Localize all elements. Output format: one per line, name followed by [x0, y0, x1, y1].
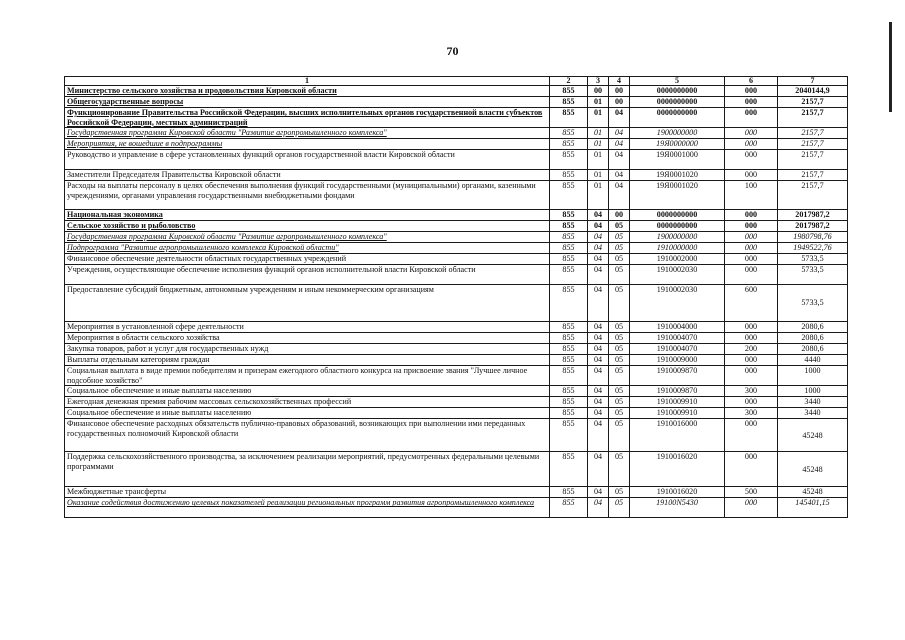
subsection-code-cell: 01	[588, 108, 609, 128]
row-name-cell: Социальное обеспечение и иные выплаты населению	[65, 408, 550, 419]
table-row	[65, 285, 848, 322]
subsection2-code-cell: 00	[609, 210, 630, 221]
amount-cell: 2080,6	[778, 322, 848, 333]
section-code-cell: 855	[550, 210, 588, 221]
table-row	[65, 322, 848, 333]
row-name-cell: Финансовое обеспечение деятельности областных государственных учреждений	[65, 254, 550, 265]
subsection-code-cell: 04	[588, 487, 609, 498]
expense-type-cell: 000	[725, 498, 778, 518]
amount-cell: 2157,7	[778, 139, 848, 150]
table-row	[65, 408, 848, 419]
subsection2-code-cell: 05	[609, 333, 630, 344]
table-row	[65, 254, 848, 265]
expense-type-cell: 000	[725, 210, 778, 221]
section-code-cell: 855	[550, 452, 588, 487]
row-name-cell: Расходы на выплаты персоналу в целях обеспечения выполнения функций государственными (муниципальными) органами, казенными учреждениями, органами управления государственными внебюджетными фондами	[65, 181, 550, 210]
subsection-code-cell: 04	[588, 232, 609, 243]
subsection2-code-cell: 04	[609, 139, 630, 150]
table-row	[65, 97, 848, 108]
expense-type-cell: 000	[725, 150, 778, 170]
target-article-cell: 19Я0001020	[630, 170, 725, 181]
table-row	[65, 355, 848, 366]
table-row	[65, 221, 848, 232]
target-article-cell: 19Я0001000	[630, 150, 725, 170]
subsection-code-cell: 04	[588, 419, 609, 452]
row-name-cell: Руководство и управление в сфере установленных функций органов государственной власти Кировской области	[65, 150, 550, 170]
amount-cell: 2157,7	[778, 150, 848, 170]
amount-cell: 3440	[778, 408, 848, 419]
table-row	[65, 108, 848, 128]
row-name-cell: Государственная программа Кировской области "Развитие агропромышленного комплекса"	[65, 232, 550, 243]
expense-type-cell: 500	[725, 487, 778, 498]
target-article-cell: 1900000000	[630, 232, 725, 243]
subsection-code-cell: 04	[588, 210, 609, 221]
expense-type-cell: 000	[725, 254, 778, 265]
subsection2-code-cell: 04	[609, 108, 630, 128]
subsection2-code-cell: 05	[609, 344, 630, 355]
col-header-6: 6	[725, 77, 778, 86]
subsection-code-cell: 04	[588, 221, 609, 232]
amount-cell: 4440	[778, 355, 848, 366]
subsection2-code-cell: 05	[609, 232, 630, 243]
subsection2-code-cell: 05	[609, 397, 630, 408]
amount-cell: 5733,5	[778, 265, 848, 285]
col-header-1: 1	[65, 77, 550, 86]
section-code-cell: 855	[550, 498, 588, 518]
row-name-cell: Мероприятия в области сельского хозяйства	[65, 333, 550, 344]
table-row	[65, 128, 848, 139]
col-header-7: 7	[778, 77, 848, 86]
scan-edge-line	[889, 22, 892, 112]
subsection-code-cell: 04	[588, 498, 609, 518]
table-body	[65, 86, 848, 518]
amount-cell: 145401,15	[778, 498, 848, 518]
subsection-code-cell: 01	[588, 97, 609, 108]
subsection-code-cell: 04	[588, 285, 609, 322]
table-row	[65, 419, 848, 452]
amount-cell: 3440	[778, 397, 848, 408]
amount-cell: 45248	[778, 419, 848, 452]
expense-type-cell: 000	[725, 128, 778, 139]
page-number: 70	[446, 44, 459, 58]
row-name-cell: Мероприятия, не вошедшие в подпрограммы	[65, 139, 550, 150]
col-header-4: 4	[609, 77, 630, 86]
table-row	[65, 150, 848, 170]
section-code-cell: 855	[550, 265, 588, 285]
expense-type-cell: 000	[725, 97, 778, 108]
section-code-cell: 855	[550, 333, 588, 344]
table-row	[65, 86, 848, 97]
section-code-cell: 855	[550, 139, 588, 150]
target-article-cell: 1910009870	[630, 366, 725, 386]
target-article-cell: 1910002030	[630, 285, 725, 322]
row-name-cell: Общегосударственные вопросы	[65, 97, 550, 108]
expense-type-cell: 000	[725, 419, 778, 452]
subsection-code-cell: 00	[588, 86, 609, 97]
expense-type-cell: 000	[725, 397, 778, 408]
subsection-code-cell: 01	[588, 128, 609, 139]
subsection2-code-cell: 05	[609, 322, 630, 333]
expense-type-cell: 300	[725, 386, 778, 397]
amount-cell: 2157,7	[778, 181, 848, 210]
expense-type-cell: 000	[725, 452, 778, 487]
target-article-cell: 1910009000	[630, 355, 725, 366]
table-row	[65, 170, 848, 181]
target-article-cell: 19Я0000000	[630, 139, 725, 150]
table-row	[65, 366, 848, 386]
target-article-cell: 1900000000	[630, 128, 725, 139]
row-name-cell: Закупка товаров, работ и услуг для государственных нужд	[65, 344, 550, 355]
table-row	[65, 386, 848, 397]
amount-cell: 2157,7	[778, 128, 848, 139]
expense-type-cell: 000	[725, 265, 778, 285]
expense-type-cell: 000	[725, 170, 778, 181]
row-name-cell: Оказание содействия достижению целевых показателей реализации региональных программ развития агропромышленного комплекса	[65, 498, 550, 518]
amount-cell: 2080,6	[778, 344, 848, 355]
subsection-code-cell: 04	[588, 408, 609, 419]
amount-cell: 2080,6	[778, 333, 848, 344]
target-article-cell: 0000000000	[630, 86, 725, 97]
expense-type-cell: 000	[725, 333, 778, 344]
section-code-cell: 855	[550, 344, 588, 355]
table-row	[65, 181, 848, 210]
target-article-cell: 1910016020	[630, 487, 725, 498]
expense-type-cell: 200	[725, 344, 778, 355]
amount-cell: 5733,5	[778, 285, 848, 322]
expense-type-cell: 000	[725, 86, 778, 97]
subsection2-code-cell: 04	[609, 150, 630, 170]
amount-cell: 1949522,76	[778, 243, 848, 254]
target-article-cell: 19Я0001020	[630, 181, 725, 210]
target-article-cell: 1910016000	[630, 419, 725, 452]
section-code-cell: 855	[550, 232, 588, 243]
section-code-cell: 855	[550, 397, 588, 408]
section-code-cell: 855	[550, 254, 588, 265]
section-code-cell: 855	[550, 355, 588, 366]
expense-type-cell: 000	[725, 232, 778, 243]
subsection-code-cell: 04	[588, 254, 609, 265]
subsection2-code-cell: 05	[609, 285, 630, 322]
row-name-cell: Поддержка сельскохозяйственного производства, за исключением реализации мероприятий, предусмотренных федеральными целевыми программами	[65, 452, 550, 487]
row-name-cell: Национальная экономика	[65, 210, 550, 221]
amount-cell: 2040144,9	[778, 86, 848, 97]
expense-type-cell: 000	[725, 221, 778, 232]
table-row	[65, 139, 848, 150]
section-code-cell: 855	[550, 408, 588, 419]
section-code-cell: 855	[550, 221, 588, 232]
table-row	[65, 232, 848, 243]
subsection2-code-cell: 05	[609, 408, 630, 419]
section-code-cell: 855	[550, 108, 588, 128]
header-row	[65, 77, 848, 86]
amount-cell: 1000	[778, 386, 848, 397]
subsection-code-cell: 04	[588, 322, 609, 333]
row-name-cell: Мероприятия в установленной сфере деятельности	[65, 322, 550, 333]
row-name-cell: Межбюджетные трансферты	[65, 487, 550, 498]
subsection2-code-cell: 04	[609, 128, 630, 139]
subsection-code-cell: 01	[588, 170, 609, 181]
section-code-cell: 855	[550, 285, 588, 322]
subsection2-code-cell: 00	[609, 97, 630, 108]
table-row	[65, 210, 848, 221]
subsection-code-cell: 04	[588, 355, 609, 366]
subsection-code-cell: 01	[588, 181, 609, 210]
subsection2-code-cell: 05	[609, 419, 630, 452]
expense-type-cell: 000	[725, 355, 778, 366]
target-article-cell: 1910004070	[630, 344, 725, 355]
subsection2-code-cell: 05	[609, 265, 630, 285]
target-article-cell: 0000000000	[630, 221, 725, 232]
amount-cell: 2017987,2	[778, 210, 848, 221]
target-article-cell: 1910016020	[630, 452, 725, 487]
section-code-cell: 855	[550, 181, 588, 210]
target-article-cell: 0000000000	[630, 108, 725, 128]
expense-type-cell: 600	[725, 285, 778, 322]
row-name-cell: Подпрограмма "Развитие агропромышленного комплекса Кировской области"	[65, 243, 550, 254]
row-name-cell: Финансовое обеспечение расходных обязательств публично-правовых образований, возникающих при выполнении ими переданных государственных полномочий Кировской области	[65, 419, 550, 452]
expense-type-cell: 000	[725, 366, 778, 386]
row-name-cell: Выплаты отдельным категориям граждан	[65, 355, 550, 366]
subsection-code-cell: 04	[588, 243, 609, 254]
table-row	[65, 452, 848, 487]
table-row	[65, 333, 848, 344]
section-code-cell: 855	[550, 86, 588, 97]
table-row	[65, 487, 848, 498]
amount-cell: 2157,7	[778, 97, 848, 108]
amount-cell: 2017987,2	[778, 221, 848, 232]
section-code-cell: 855	[550, 128, 588, 139]
subsection2-code-cell: 05	[609, 243, 630, 254]
subsection-code-cell: 01	[588, 139, 609, 150]
target-article-cell: 1910000000	[630, 243, 725, 254]
target-article-cell: 1910004070	[630, 333, 725, 344]
col-header-5: 5	[630, 77, 725, 86]
target-article-cell: 19100N5430	[630, 498, 725, 518]
expense-type-cell: 100	[725, 181, 778, 210]
budget-table	[64, 76, 848, 518]
target-article-cell: 1910004000	[630, 322, 725, 333]
row-name-cell: Социальная выплата в виде премии победителям и призерам ежегодного областного конкурса на присвоение звания "Лучшее личное подсобное хозяйство"	[65, 366, 550, 386]
table-row	[65, 243, 848, 254]
amount-cell: 45248	[778, 452, 848, 487]
expense-type-cell: 000	[725, 139, 778, 150]
amount-cell: 1980798,76	[778, 232, 848, 243]
subsection2-code-cell: 05	[609, 254, 630, 265]
expense-type-cell: 000	[725, 322, 778, 333]
section-code-cell: 855	[550, 97, 588, 108]
subsection2-code-cell: 05	[609, 386, 630, 397]
expense-type-cell: 000	[725, 108, 778, 128]
section-code-cell: 855	[550, 487, 588, 498]
section-code-cell: 855	[550, 366, 588, 386]
section-code-cell: 855	[550, 243, 588, 254]
subsection-code-cell: 04	[588, 333, 609, 344]
amount-cell: 2157,7	[778, 108, 848, 128]
table-row	[65, 498, 848, 518]
expense-type-cell: 300	[725, 408, 778, 419]
amount-cell: 45248	[778, 487, 848, 498]
subsection2-code-cell: 04	[609, 181, 630, 210]
subsection2-code-cell: 05	[609, 355, 630, 366]
subsection2-code-cell: 05	[609, 452, 630, 487]
subsection2-code-cell: 00	[609, 86, 630, 97]
col-header-2: 2	[550, 77, 588, 86]
amount-cell: 2157,7	[778, 170, 848, 181]
table-header	[65, 77, 848, 86]
row-name-cell: Учреждения, осуществляющие обеспечение исполнения функций органов исполнительной власти Кировской области	[65, 265, 550, 285]
section-code-cell: 855	[550, 322, 588, 333]
target-article-cell: 1910009910	[630, 397, 725, 408]
row-name-cell: Социальное обеспечение и иные выплаты населению	[65, 386, 550, 397]
target-article-cell: 0000000000	[630, 97, 725, 108]
subsection-code-cell: 04	[588, 397, 609, 408]
table-row	[65, 265, 848, 285]
subsection2-code-cell: 05	[609, 487, 630, 498]
table-row	[65, 344, 848, 355]
row-name-cell: Ежегодная денежная премия рабочим массовых сельскохозяйственных профессий	[65, 397, 550, 408]
amount-cell: 1000	[778, 366, 848, 386]
row-name-cell: Министерство сельского хозяйства и продовольствия Кировской области	[65, 86, 550, 97]
subsection2-code-cell: 04	[609, 170, 630, 181]
amount-cell: 5733,5	[778, 254, 848, 265]
target-article-cell: 1910009870	[630, 386, 725, 397]
subsection-code-cell: 04	[588, 344, 609, 355]
target-article-cell: 1910002000	[630, 254, 725, 265]
section-code-cell: 855	[550, 419, 588, 452]
subsection-code-cell: 04	[588, 452, 609, 487]
section-code-cell: 855	[550, 386, 588, 397]
subsection-code-cell: 04	[588, 265, 609, 285]
subsection2-code-cell: 05	[609, 366, 630, 386]
section-code-cell: 855	[550, 170, 588, 181]
row-name-cell: Государственная программа Кировской области "Развитие агропромышленного комплекса"	[65, 128, 550, 139]
subsection2-code-cell: 05	[609, 221, 630, 232]
table-row	[65, 397, 848, 408]
target-article-cell: 1910009910	[630, 408, 725, 419]
row-name-cell: Функционирование Правительства Российской Федерации, высших исполнительных органов государственной власти субъектов Российской Федерации, местных администраций	[65, 108, 550, 128]
target-article-cell: 1910002030	[630, 265, 725, 285]
row-name-cell: Предоставление субсидий бюджетным, автономным учреждениям и иным некоммерческим организациям	[65, 285, 550, 322]
subsection2-code-cell: 05	[609, 498, 630, 518]
expense-type-cell: 000	[725, 243, 778, 254]
subsection-code-cell: 04	[588, 366, 609, 386]
section-code-cell: 855	[550, 150, 588, 170]
col-header-3: 3	[588, 77, 609, 86]
row-name-cell: Заместители Председателя Правительства Кировской области	[65, 170, 550, 181]
subsection-code-cell: 01	[588, 150, 609, 170]
row-name-cell: Сельское хозяйство и рыболовство	[65, 221, 550, 232]
target-article-cell: 0000000000	[630, 210, 725, 221]
subsection-code-cell: 04	[588, 386, 609, 397]
